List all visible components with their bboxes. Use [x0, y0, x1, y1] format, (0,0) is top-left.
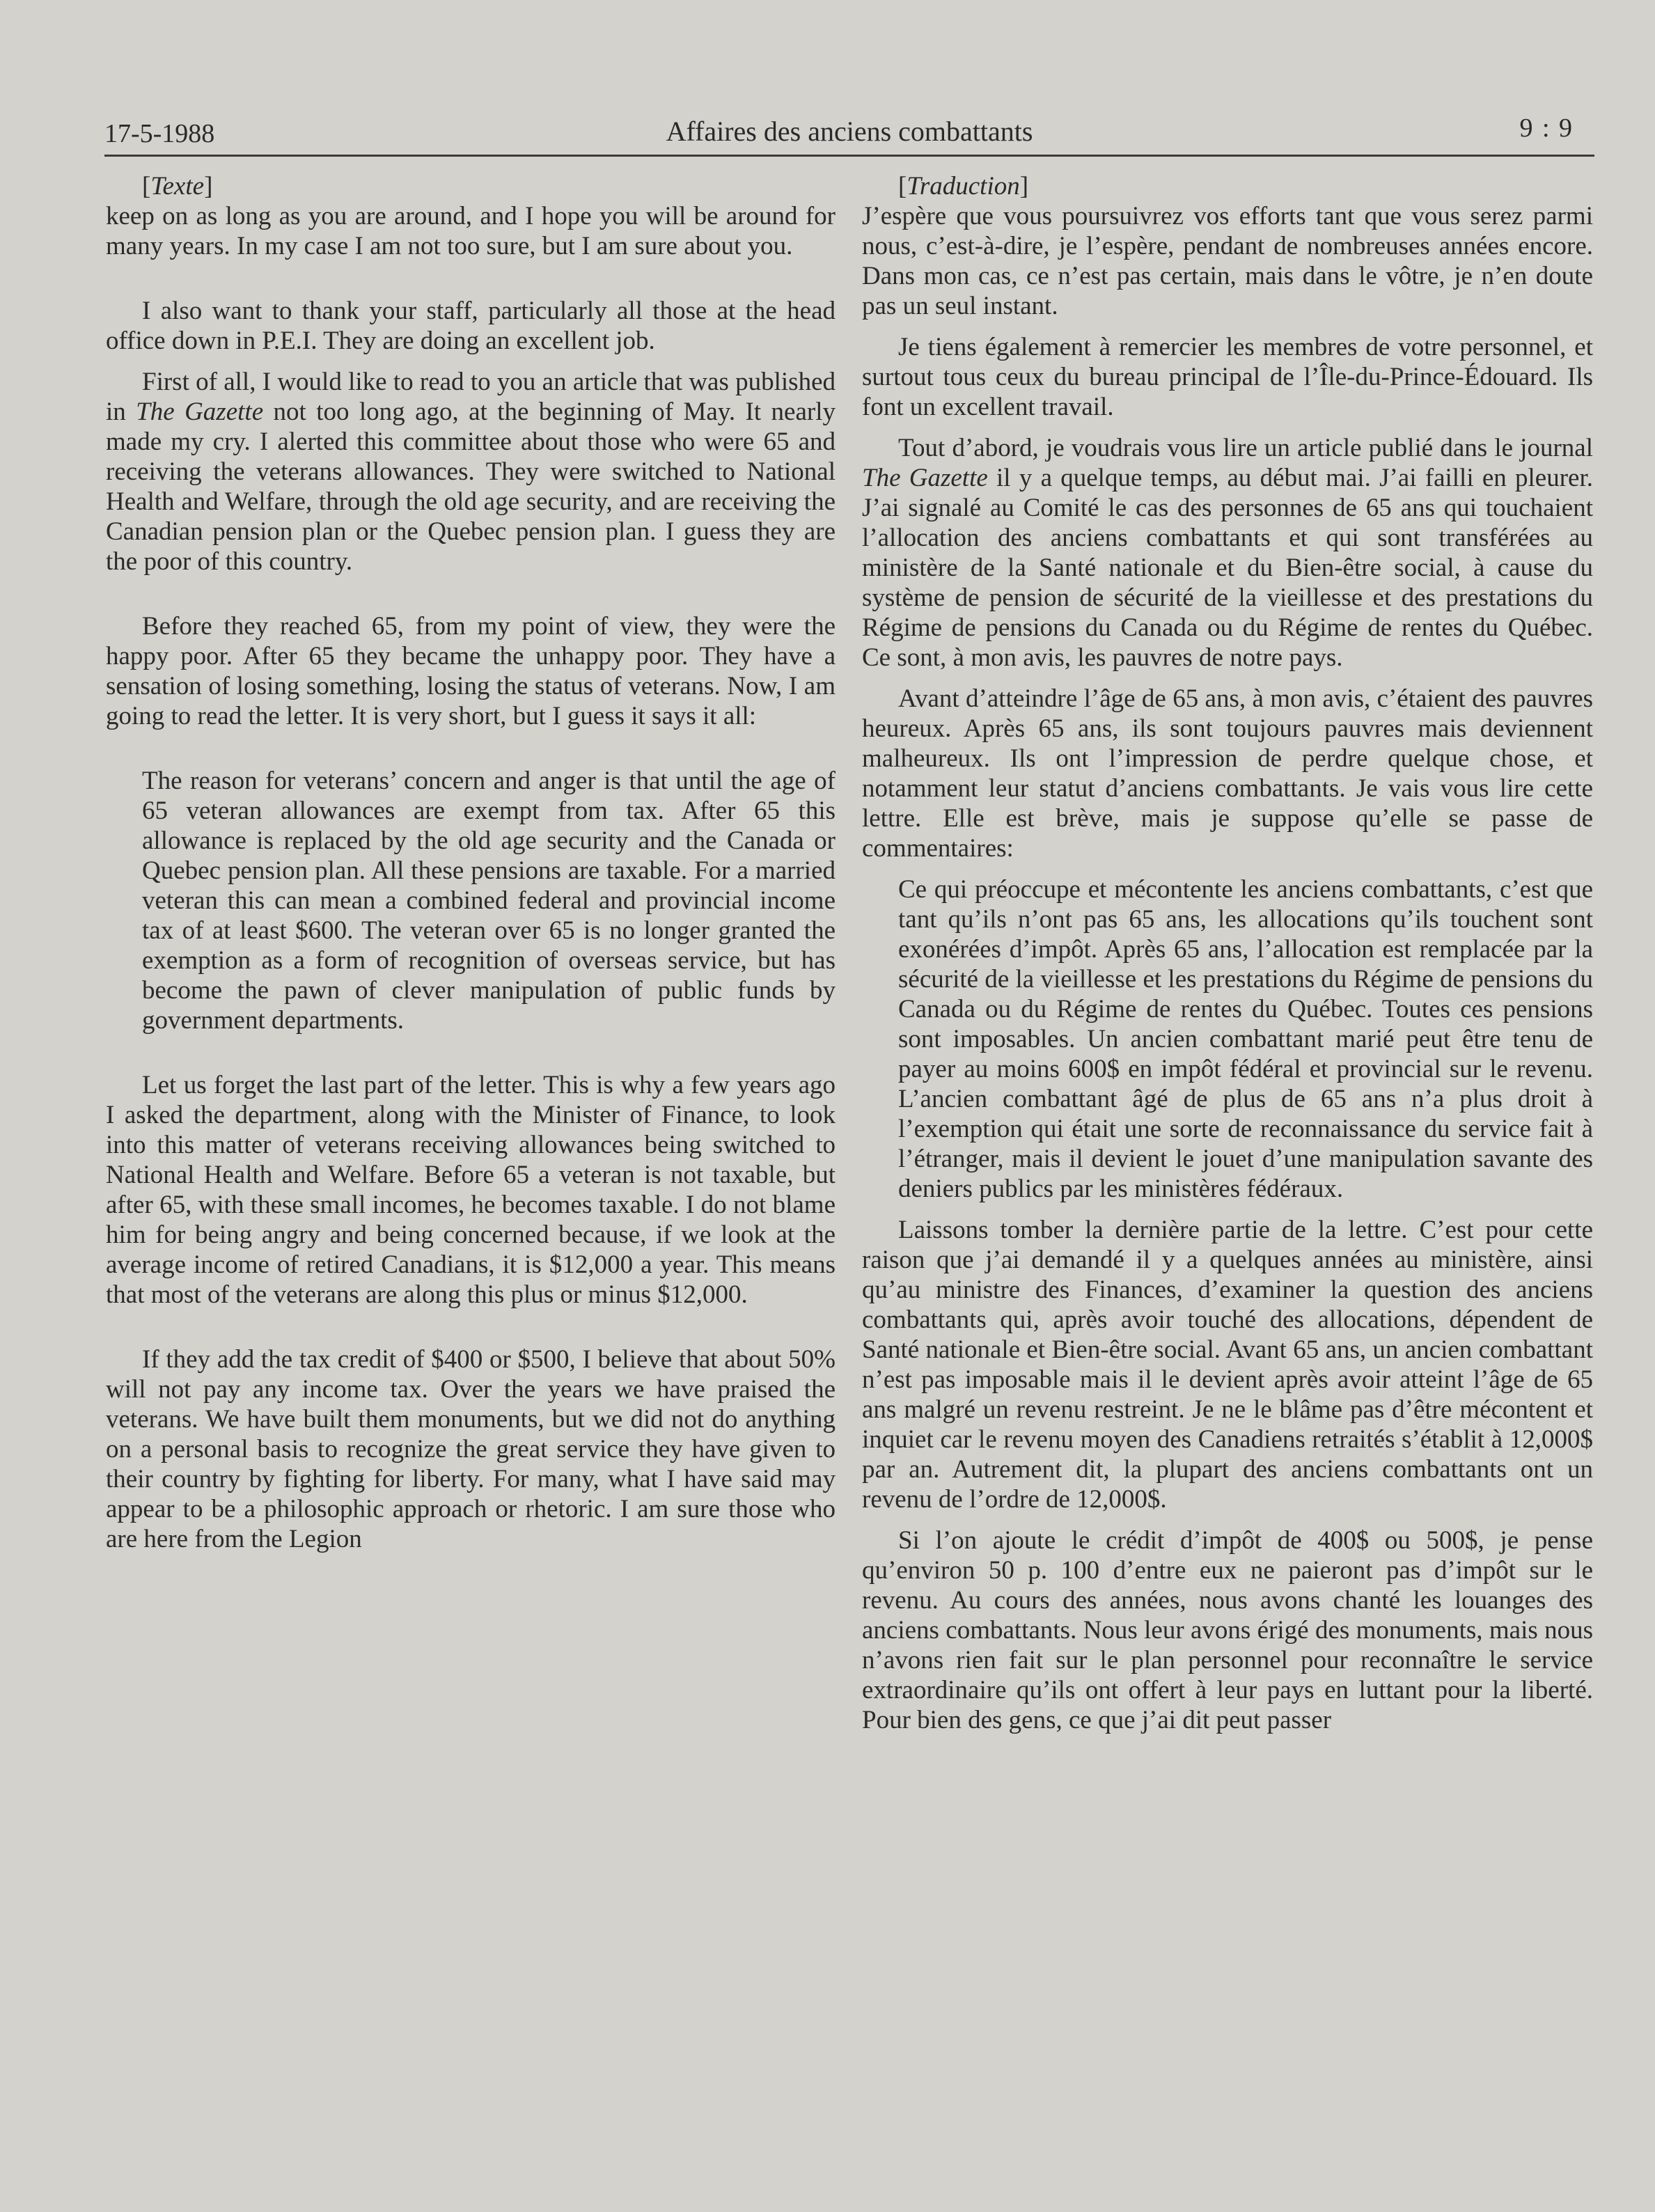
block-quote: Ce qui préoccupe et mécontente les anciens combattants, c’est que tant qu’ils n’ont pas 65 ans, les allocations qu’ils touchent sont exonérées d’impôt. Après 65 ans, l’allocation est remplacée par la sécurité de la vieillesse et les prestations du Régime de pensions du Canada ou du Régime de rentes du Québec. Toutes ces pensions sont imposables. Un ancien combattant marié peut être tenu de payer au moins 600$ en impôt fédéral et provincial sur le revenu. L’ancien combattant âgé de plus de 65 ans n’a plus droit à l’exemption qui était une sorte de reconnaissance du service fait à l’étranger, mais il devient le jouet d’une manipulation savante des deniers publics par les ministères fédéraux.	[898, 875, 1593, 1203]
paragraph: keep on as long as you are around, and I hope you will be around for many years. In my case I am not too sure, but I am sure about you.	[106, 202, 836, 260]
paragraph: I also want to thank your staff, particularly all those at the head office down in P.E.I. They are doing an excellent job.	[106, 297, 836, 355]
paragraph: Tout d’abord, je voudrais vous lire un article publié dans le journal The Gazette il y a quelque temps, au début mai. J’ai failli en pleurer. J’ai signalé au Comité le cas des personnes de 65 ans qui touchaient l’allocation des anciens combattants et qui sont transférées au ministère de la Santé nationale et du Bien-être social, à cause du système de pension de sécurité de la vieillesse et des prestations du Régime de pensions du Canada ou du Régime de rentes du Québec. Ce sont, à mon avis, les pauvres de notre pays.	[862, 434, 1594, 672]
header-title: Affaires des anciens combattants	[666, 116, 1033, 147]
label-text: Texte	[150, 172, 205, 201]
english-column	[106, 171, 836, 1554]
publication-title: The Gazette	[136, 398, 264, 426]
block-quote: The reason for veterans’ concern and anger is that until the age of 65 veteran allowances are exempt from tax. After 65 this allowance is replaced by the old age security and the Canada or Quebec pension plan. All these pensions are taxable. For a married veteran this can mean a combined federal and provincial income tax of at least $600. The veteran over 65 is no longer granted the exemption as a form of recognition of overseas service, but has become the pawn of clever manipulation of public funds by government departments.	[142, 767, 836, 1035]
french-column	[862, 171, 1593, 1735]
paragraph: Si l’on ajoute le crédit d’impôt de 400$ ou 500$, je pense qu’environ 50 p. 100 d’entre eux ne paieront pas d’impôt sur le revenu. Au cours des années, nous avons chanté les louanges des anciens combattants. Nous leur avons érigé des monuments, mais nous n’avons rien fait sur le plan personnel pour reconnaître le service extraordinaire qu’ils ont offert à leur pays en luttant pour la liberté. Pour bien des gens, ce que j’ai dit peut passer	[862, 1526, 1593, 1734]
paragraph: Before they reached 65, from my point of view, they were the happy poor. After 65 they became the unhappy poor. They have a sensation of losing something, losing the status of veterans. Now, I am going to read the letter. It is very short, but I guess it says it all:	[106, 612, 836, 730]
header-page-number: 9 : 9	[1519, 113, 1574, 143]
header-date: 17-5-1988	[104, 119, 215, 148]
paragraph: J’espère que vous poursuivrez vos efforts tant que vous serez parmi nous, c’est-à-dire, je l’espère, pendant de nombreuses années encore. Dans mon cas, ce n’est pas certain, mais dans le vôtre, je n’en doute pas un seul instant.	[862, 202, 1593, 320]
paragraph: Je tiens également à remercier les membres de votre personnel, et surtout tous ceux du bureau principal de l’Île-du-Prince-Édouard. Ils font un excellent travail.	[862, 333, 1593, 421]
paragraph: If they add the tax credit of $400 or $500, I believe that about 50% will not pay any income tax. Over the years we have praised the veterans. We have built them monuments, but we did not do anything on a personal basis to recognize the great service they have given to their country by fighting for liberty. For many, what I have said may appear to be a philosophic approach or rhetoric. I am sure those who are here from the Legion	[106, 1345, 836, 1553]
section-label-traduction: [Traduction]	[898, 172, 1029, 201]
paragraph: Laissons tomber la dernière partie de la lettre. C’est pour cette raison que j’ai demandé il y a quelques années au ministère, ainsi qu’au ministre des Finances, d’examiner la question des anciens combattants qui, après avoir touché des allocations, dépendent de Santé nationale et Bien-être social. Avant 65 ans, un ancien combattant n’est pas imposable mais il le devient après avoir atteint l’âge de 65 ans malgré un revenu restreint. Je ne le blâme pas d’être mécontent et inquiet car le revenu moyen des Canadiens retraités s’établit à 12,000$ par an. Autrement dit, la plupart des anciens combattants ont un revenu de l’ordre de 12,000$.	[862, 1216, 1593, 1514]
paragraph: Let us forget the last part of the letter. This is why a few years ago I asked the department, along with the Minister of Finance, to look into this matter of veterans receiving allowances being switched to National Health and Welfare. Before 65 a veteran is not taxable, but after 65, with these small incomes, he becomes taxable. I do not blame him for being angry and being concerned because, if we look at the average income of retired Canadians, it is $12,000 a year. This means that most of the veterans are along this plus or minus $12,000.	[106, 1071, 836, 1309]
publication-title: The Gazette	[862, 464, 988, 492]
label-traduction: Traduction	[907, 172, 1020, 201]
section-label-text: [Texte]	[142, 172, 213, 201]
page-header	[104, 104, 1594, 157]
paragraph: First of all, I would like to read to you an article that was published in The Gazette not too long ago, at the beginning of May. It nearly made my cry. I alerted this committee about those who were 65 and receiving the veterans allowances. They were switched to National Health and Welfare, through the old age security, and are receiving the Canadian pension plan or the Quebec pension plan. I guess they are the poor of this country.	[106, 368, 836, 576]
paragraph: Avant d’atteindre l’âge de 65 ans, à mon avis, c’étaient des pauvres heureux. Après 65 ans, ils sont toujours pauvres mais deviennent malheureux. Ils ont l’impression de perdre quelque chose, et notamment leur statut d’anciens combattants. Je vais vous lire cette lettre. Elle est brève, mais je suppose qu’elle se passe de commentaires:	[862, 684, 1593, 863]
